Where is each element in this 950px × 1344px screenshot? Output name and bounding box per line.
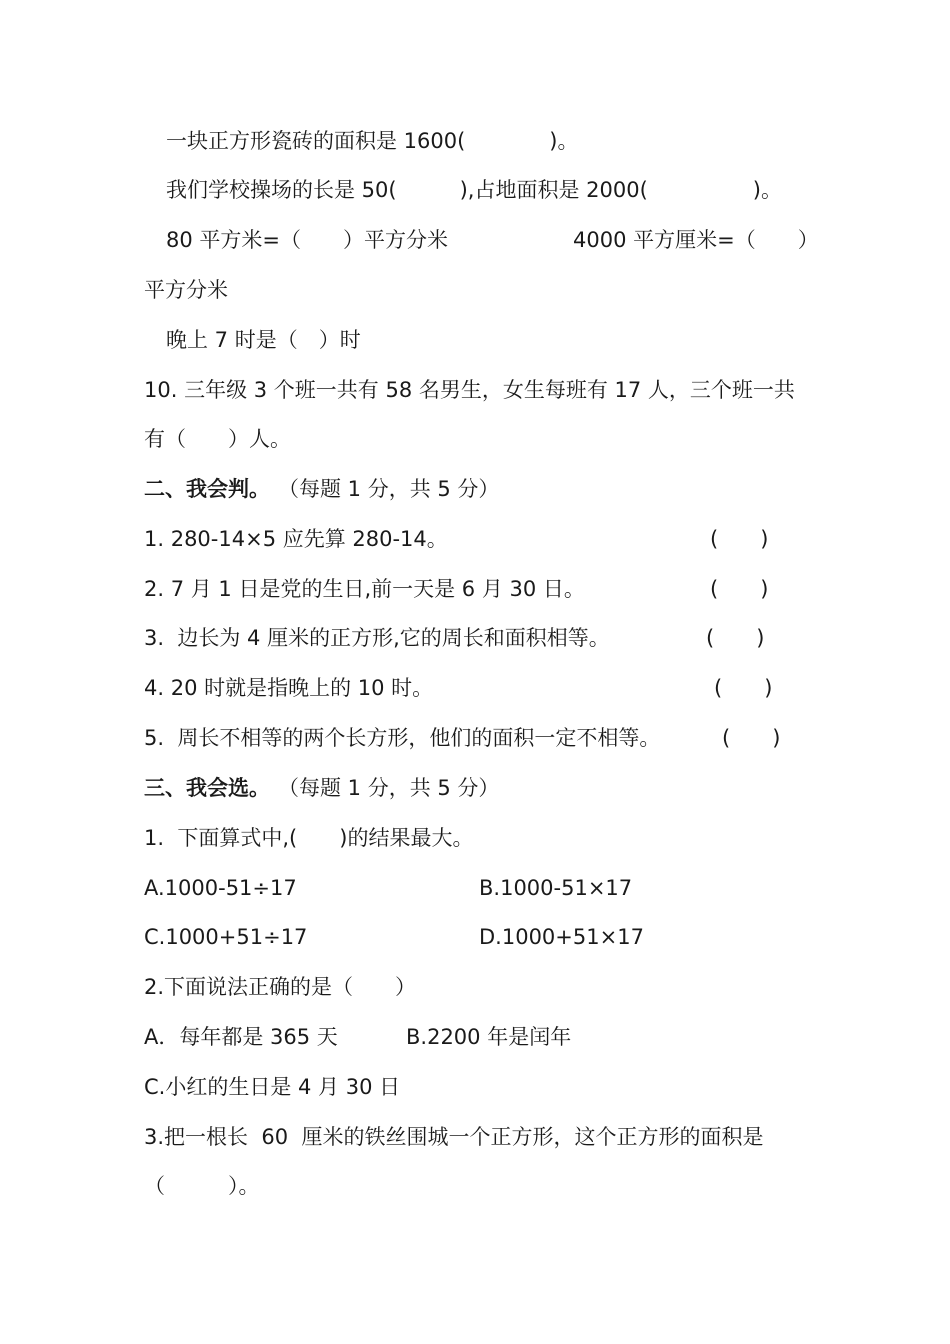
question-10-line-2: 有（ ）人。 (144, 427, 291, 451)
choice-1-option-c: C.1000+51÷17 (144, 925, 308, 949)
judge-item-4: 4. 20 时就是指晚上的 10 时。 (144, 676, 434, 700)
judge-item-1: 1. 280-14×5 应先算 280-14。 (144, 527, 448, 551)
judge-blank-1: ( ) (710, 527, 769, 551)
judge-blank-5: ( ) (722, 726, 781, 750)
fill-playground: 我们学校操场的长是 50( ),占地面积是 2000( )。 (166, 178, 782, 202)
judge-blank-2: ( ) (710, 577, 769, 601)
judge-blank-4: ( ) (714, 676, 773, 700)
fill-tile-area: 一块正方形瓷砖的面积是 1600( )。 (166, 129, 579, 153)
fill-convert-a: 80 平方米=（ ）平方分米 (166, 228, 448, 252)
fill-convert-b: 4000 平方厘米=（ ） (573, 228, 819, 252)
choice-2-option-c: C.小红的生日是 4 月 30 日 (144, 1075, 401, 1099)
choice-3-line-2: （ ）。 (144, 1174, 260, 1198)
judge-item-2: 2. 7 月 1 日是党的生日,前一天是 6 月 30 日。 (144, 577, 585, 601)
choice-2-option-a: A．每年都是 365 天 (144, 1025, 338, 1049)
choice-1-option-d: D.1000+51×17 (479, 925, 644, 949)
judge-blank-3: ( ) (706, 626, 765, 650)
choice-2-option-b: B.2200 年是闰年 (406, 1025, 572, 1049)
judge-item-5: 5. 周长不相等的两个长方形，他们的面积一定不相等。 (144, 726, 661, 750)
question-10-line-1: 10. 三年级 3 个班一共有 58 名男生，女生每班有 17 人，三个班一共 (144, 378, 795, 402)
fill-time: 晚上 7 时是（ ）时 (166, 328, 361, 352)
choice-1-option-a: A.1000-51÷17 (144, 876, 297, 900)
choice-2-stem: 2.下面说法正确的是（ ） (144, 975, 417, 999)
choice-3-line-1: 3.把一根长 60 厘米的铁丝围城一个正方形，这个正方形的面积是 (144, 1125, 764, 1149)
section-2-note: （每题 1 分，共 5 分） (278, 477, 500, 501)
fill-convert-b-unit: 平方分米 (144, 278, 228, 302)
section-2-heading: 二、我会判。 (144, 477, 270, 501)
choice-1-stem: 1. 下面算式中,( )的结果最大。 (144, 826, 474, 850)
judge-item-3: 3. 边长为 4 厘米的正方形,它的周长和面积相等。 (144, 626, 610, 650)
section-3-note: （每题 1 分，共 5 分） (278, 776, 500, 800)
section-3-heading: 三、我会选。 (144, 776, 270, 800)
choice-1-option-b: B.1000-51×17 (479, 876, 633, 900)
